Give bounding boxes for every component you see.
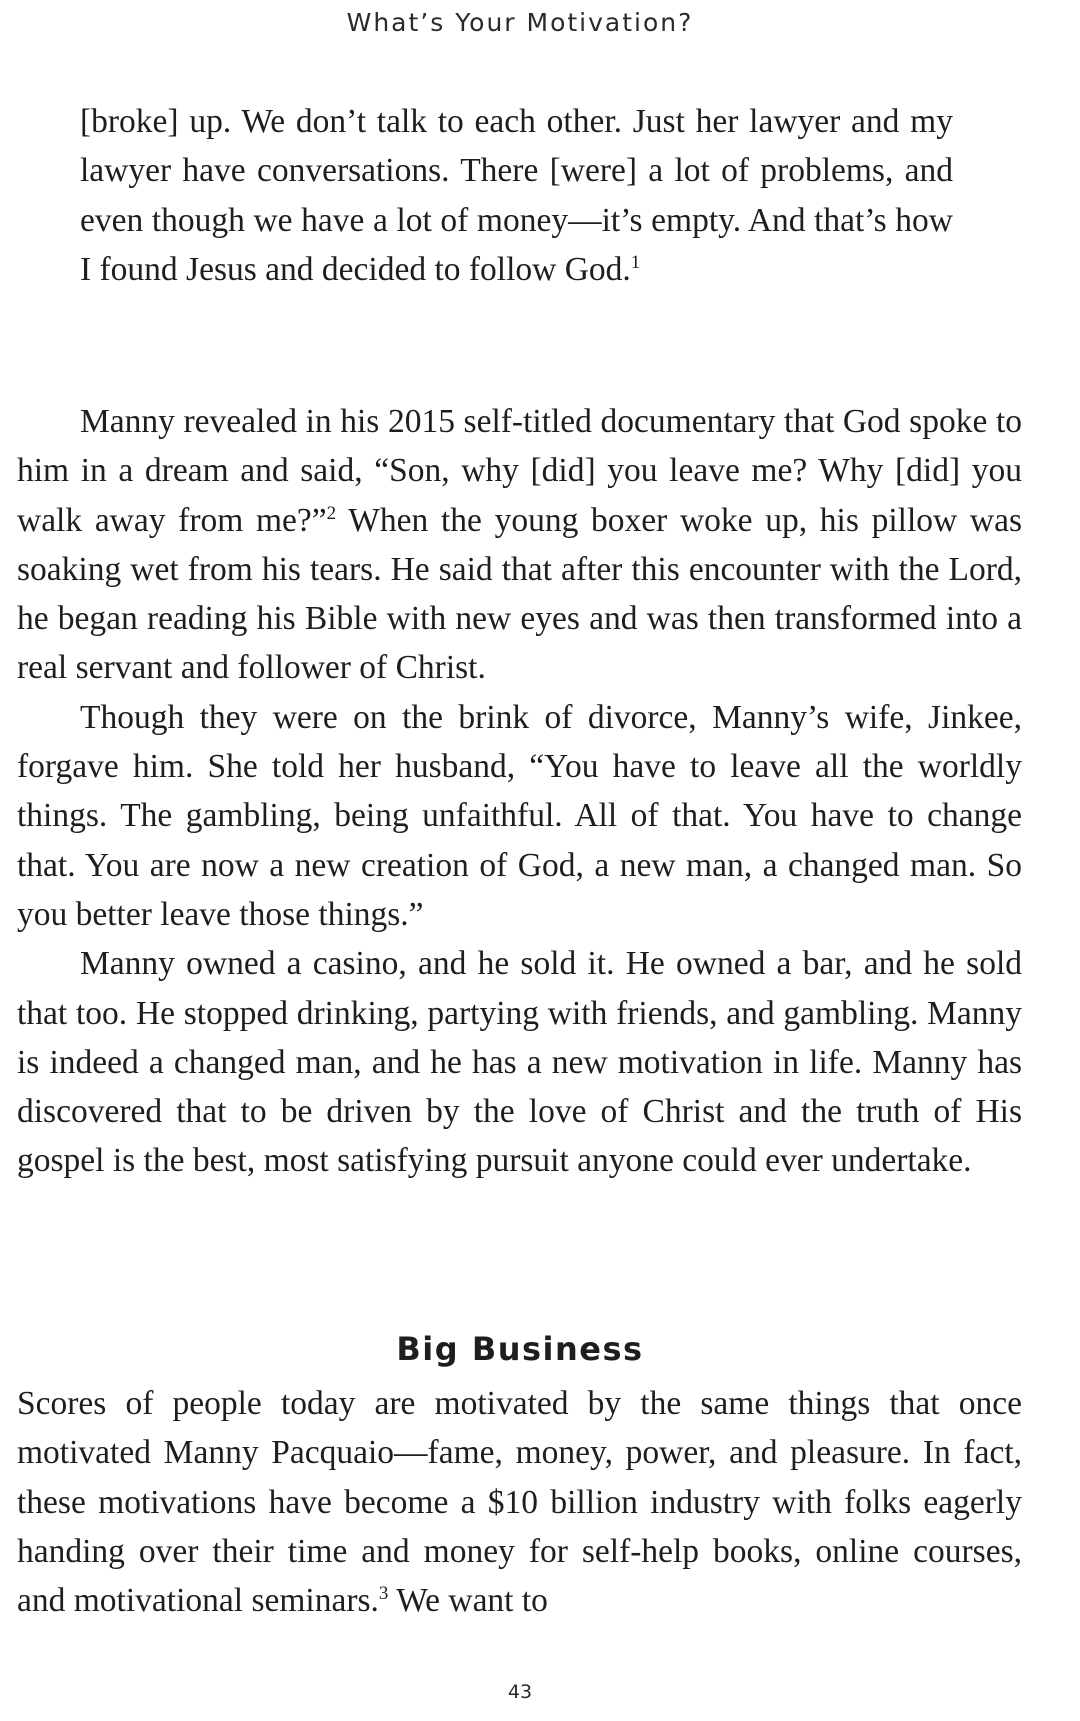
quote-paragraph xyxy=(80,97,953,294)
footnote-ref-3: 3 xyxy=(378,1583,389,1605)
paragraph-changed-man: Manny owned a casino, and he sold it. He owned a bar, and he sold that too. He stopped drinking, partying with friends, and gambling. Manny is indeed a changed man, and he has a new motivation in life. Manny has discovered that to be driven by the love of Christ and the truth of His gospel is the best, most satisfying pursuit anyone could ever undertake. xyxy=(17,945,1022,1180)
footnote-ref-1: 1 xyxy=(630,251,641,273)
paragraph-documentary xyxy=(17,397,1022,693)
section-heading: Big Business xyxy=(396,1330,644,1368)
paragraph-jinkee: Though they were on the brink of divorce, Manny’s wife, Jinkee, forgave him. She told her husband, “You have to leave all the worldly things. The gambling, being unfaithful. All of that. You have to change that. You are now a new creation of God, a new man, a changed man. So you better leave those things.” xyxy=(17,698,1022,933)
paragraph-big-business xyxy=(17,1379,1022,1625)
footnote-ref-2: 2 xyxy=(326,502,337,524)
page-number: 43 xyxy=(507,1681,533,1703)
quote-text: [broke] up. We don’t talk to each other. Just her lawyer and my lawyer have conversations. There [were] a lot of problems, and even though we have a lot of money—it’s empty. And that’s how I found Jesus and decided to follow God. xyxy=(80,103,953,288)
paragraph-documentary-text-a: Manny revealed in his 2015 self-titled documentary that God spoke to him in a dream and said, “Son, why [did] you leave me? Why [did] you walk away from me?” xyxy=(17,403,1022,539)
block-quote xyxy=(80,97,953,294)
paragraph-documentary-text-b: When the young boxer woke up, his pillow was soaking wet from his tears. He said that after this encounter with the Lord, he began reading his Bible with new eyes and was then transformed into a real servant and follower of Christ. xyxy=(17,501,1022,687)
paragraph-big-business-text-a: Scores of people today are motivated by the same things that once motivated Manny Pacquaio—fame, money, power, and pleasure. In fact, these motivations have become a $10 billion industry with folks eagerly handing over their time and money for self-help books, online courses, and motivational seminars. xyxy=(17,1385,1022,1620)
section-body xyxy=(17,1379,1022,1625)
paragraph-big-business-text-b: We want to xyxy=(388,1582,548,1620)
running-head: What’s Your Motivation? xyxy=(346,8,694,37)
body-text xyxy=(17,397,1022,1186)
